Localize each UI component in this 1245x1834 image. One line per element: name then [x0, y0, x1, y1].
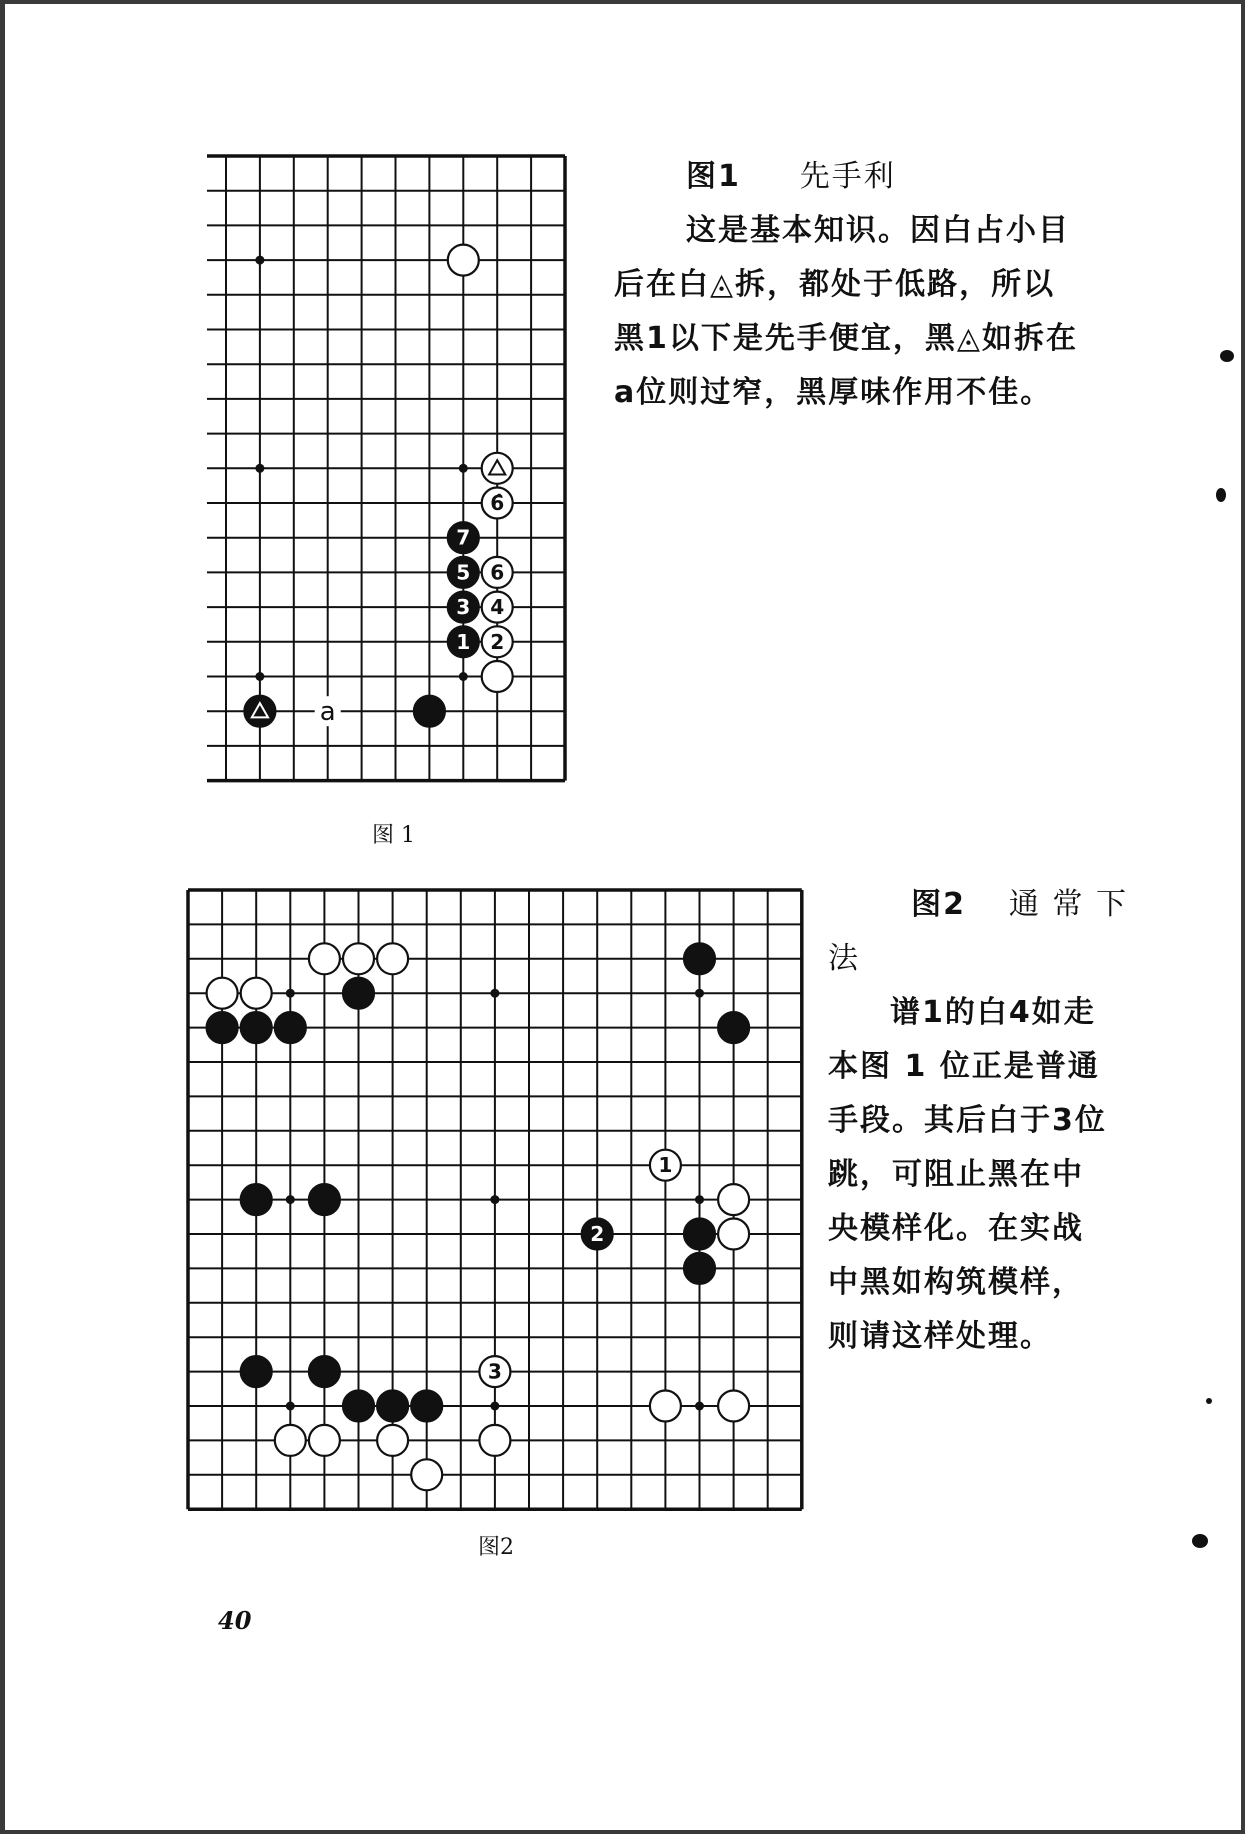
white-stone: [482, 488, 513, 519]
black-stone: [309, 1184, 340, 1215]
white-stone: [309, 943, 340, 974]
white-stone: [718, 1219, 749, 1250]
figure-2-title: [828, 878, 1128, 932]
white-stone: [482, 661, 513, 692]
scan-speck: [1220, 350, 1234, 362]
white-stone: [377, 1425, 408, 1456]
black-stone: [448, 522, 479, 553]
figure-1-title: [614, 150, 1134, 204]
white-stone: [650, 1391, 681, 1422]
white-stone: [241, 978, 272, 1009]
black-stone: [448, 626, 479, 657]
black-stone: [448, 557, 479, 588]
black-stone: [244, 696, 275, 727]
svg-text:2: 2: [590, 1221, 605, 1246]
figure-1-caption: 图 1: [372, 823, 415, 848]
black-stone: [684, 1219, 715, 1250]
svg-text:1: 1: [658, 1153, 673, 1178]
figure-2-line: 本图 1 位正是普通: [828, 1049, 1100, 1084]
figure-2-line: 跳，可阻止黑在中: [828, 1157, 1084, 1192]
svg-text:6̂: 6̂: [490, 490, 505, 515]
figure-2-title-text: 通 常 下: [1008, 887, 1128, 922]
black-stone: [582, 1219, 613, 1250]
white-stone: [411, 1459, 442, 1490]
white-stone: [343, 943, 374, 974]
white-stone: [718, 1391, 749, 1422]
go-board-figure-1: [200, 148, 580, 793]
white-stone: [482, 626, 513, 657]
svg-text:3: 3: [487, 1359, 502, 1384]
figure-1-label: 图1: [686, 159, 741, 194]
black-stone: [343, 1391, 374, 1422]
black-stone: [684, 1253, 715, 1284]
svg-text:5: 5: [456, 560, 471, 585]
figure-2-line: 央模样化。在实战: [828, 1211, 1084, 1246]
svg-text:4: 4: [490, 595, 505, 620]
figure-2-description: [828, 878, 1128, 1364]
white-stone: [448, 245, 479, 276]
figure-2-label: 图2: [911, 887, 967, 922]
black-stone: [207, 1012, 238, 1043]
scan-speck: [1192, 1534, 1208, 1548]
white-stone: [377, 943, 408, 974]
white-stone: [207, 978, 238, 1009]
white-stone: [718, 1184, 749, 1215]
black-stone: [411, 1391, 442, 1422]
svg-text:1: 1: [456, 629, 471, 654]
white-stone: [275, 1425, 306, 1456]
white-stone: [482, 557, 513, 588]
black-stone: [684, 943, 715, 974]
figure-2-line: 手段。其后白于3位: [828, 1103, 1107, 1138]
svg-text:2: 2: [490, 629, 505, 654]
black-stone: [718, 1012, 749, 1043]
page-border-right: [1241, 0, 1245, 1834]
figure-1-line: 后在白◬拆，都处于低路，所以: [614, 267, 1056, 302]
figure-1-title-text: 先手利: [799, 159, 896, 194]
black-stone: [414, 696, 445, 727]
scan-speck: [1216, 488, 1226, 502]
page-border-top: [0, 0, 1245, 4]
figure-1-description: [614, 150, 1134, 420]
white-stone: [482, 592, 513, 623]
figure-2-title-continued: 法: [828, 941, 860, 976]
go-board-figure-2: [180, 880, 815, 1520]
page-border-left: [0, 0, 5, 1834]
figure-2-caption: 图2: [478, 1535, 514, 1560]
page-border-bottom: [0, 1830, 1245, 1834]
page-number: 40: [218, 1606, 252, 1635]
white-stone: [482, 453, 513, 484]
black-stone: [275, 1012, 306, 1043]
figure-1-line: 这是基本知识。因白占小目: [686, 213, 1070, 248]
black-stone: [343, 978, 374, 1009]
black-stone: [241, 1356, 272, 1387]
svg-text:3: 3: [456, 595, 471, 620]
black-stone: [377, 1391, 408, 1422]
svg-text:7: 7: [456, 525, 471, 550]
white-stone: [479, 1356, 510, 1387]
black-stone: [309, 1356, 340, 1387]
white-stone: [309, 1425, 340, 1456]
svg-text:6: 6: [490, 560, 505, 585]
figure-1-line: a位则过窄，黑厚味作用不佳。: [614, 375, 1053, 410]
position-marker-a: a: [319, 697, 336, 728]
black-stone: [241, 1012, 272, 1043]
figure-1-line: 黑1以下是先手便宜，黑◬如拆在: [614, 321, 1078, 356]
figure-2-line: 谱1的白4如走: [890, 995, 1096, 1030]
black-stone: [448, 592, 479, 623]
figure-2-line: 中黑如构筑模样，: [828, 1265, 1084, 1300]
figure-2-line: 则请这样处理。: [828, 1319, 1052, 1354]
scan-speck: [1206, 1398, 1212, 1404]
black-stone: [241, 1184, 272, 1215]
white-stone: [650, 1150, 681, 1181]
white-stone: [479, 1425, 510, 1456]
